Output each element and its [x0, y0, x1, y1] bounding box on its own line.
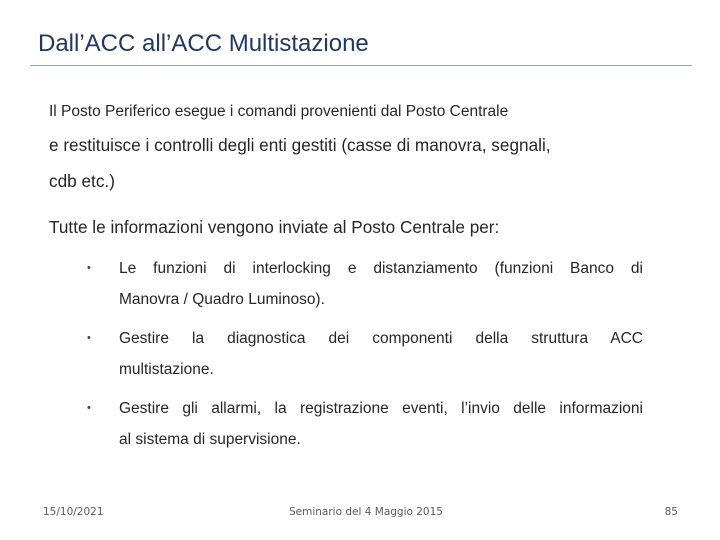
title-divider [30, 65, 692, 66]
slide-body [49, 96, 649, 463]
bullet-line: multistazione. [119, 361, 214, 378]
bullet-line: Gestire la diagnostica dei componenti della struttura ACC [119, 330, 643, 347]
paragraph-line: Il Posto Periferico esegue i comandi provenienti dal Posto Centrale [49, 103, 509, 120]
paragraph-line: cdb etc.) [49, 171, 115, 191]
bullet-marker: • [87, 402, 91, 414]
bullet-item [49, 393, 649, 455]
bullet-item [49, 323, 649, 385]
slide-title: Dall’ACC all’ACC Multistazione [38, 30, 369, 57]
paragraph-intro [49, 96, 649, 199]
bullet-marker: • [87, 262, 91, 274]
bullet-list [49, 253, 649, 455]
bullet-line: Le funzioni di interlocking e distanziamento (funzioni Banco di [119, 260, 643, 277]
page-number: 85 [664, 506, 678, 518]
footer-title: Seminario del 4 Maggio 2015 [289, 506, 443, 518]
paragraph-line: e restituisce i controlli degli enti gestiti (casse di manovra, segnali, [49, 135, 551, 155]
footer-date: 15/10/2021 [43, 506, 104, 518]
bullet-line: al sistema di supervisione. [119, 431, 301, 448]
bullet-line: Manovra / Quadro Luminoso). [119, 291, 325, 308]
paragraph-lead [49, 209, 649, 245]
paragraph-line: Tutte le informazioni vengono inviate al Posto Centrale per: [49, 217, 500, 237]
bullet-line: Gestire gli allarmi, la registrazione eventi, l’invio delle informazioni [119, 400, 643, 417]
bullet-marker: • [87, 332, 91, 344]
bullet-item [49, 253, 649, 315]
